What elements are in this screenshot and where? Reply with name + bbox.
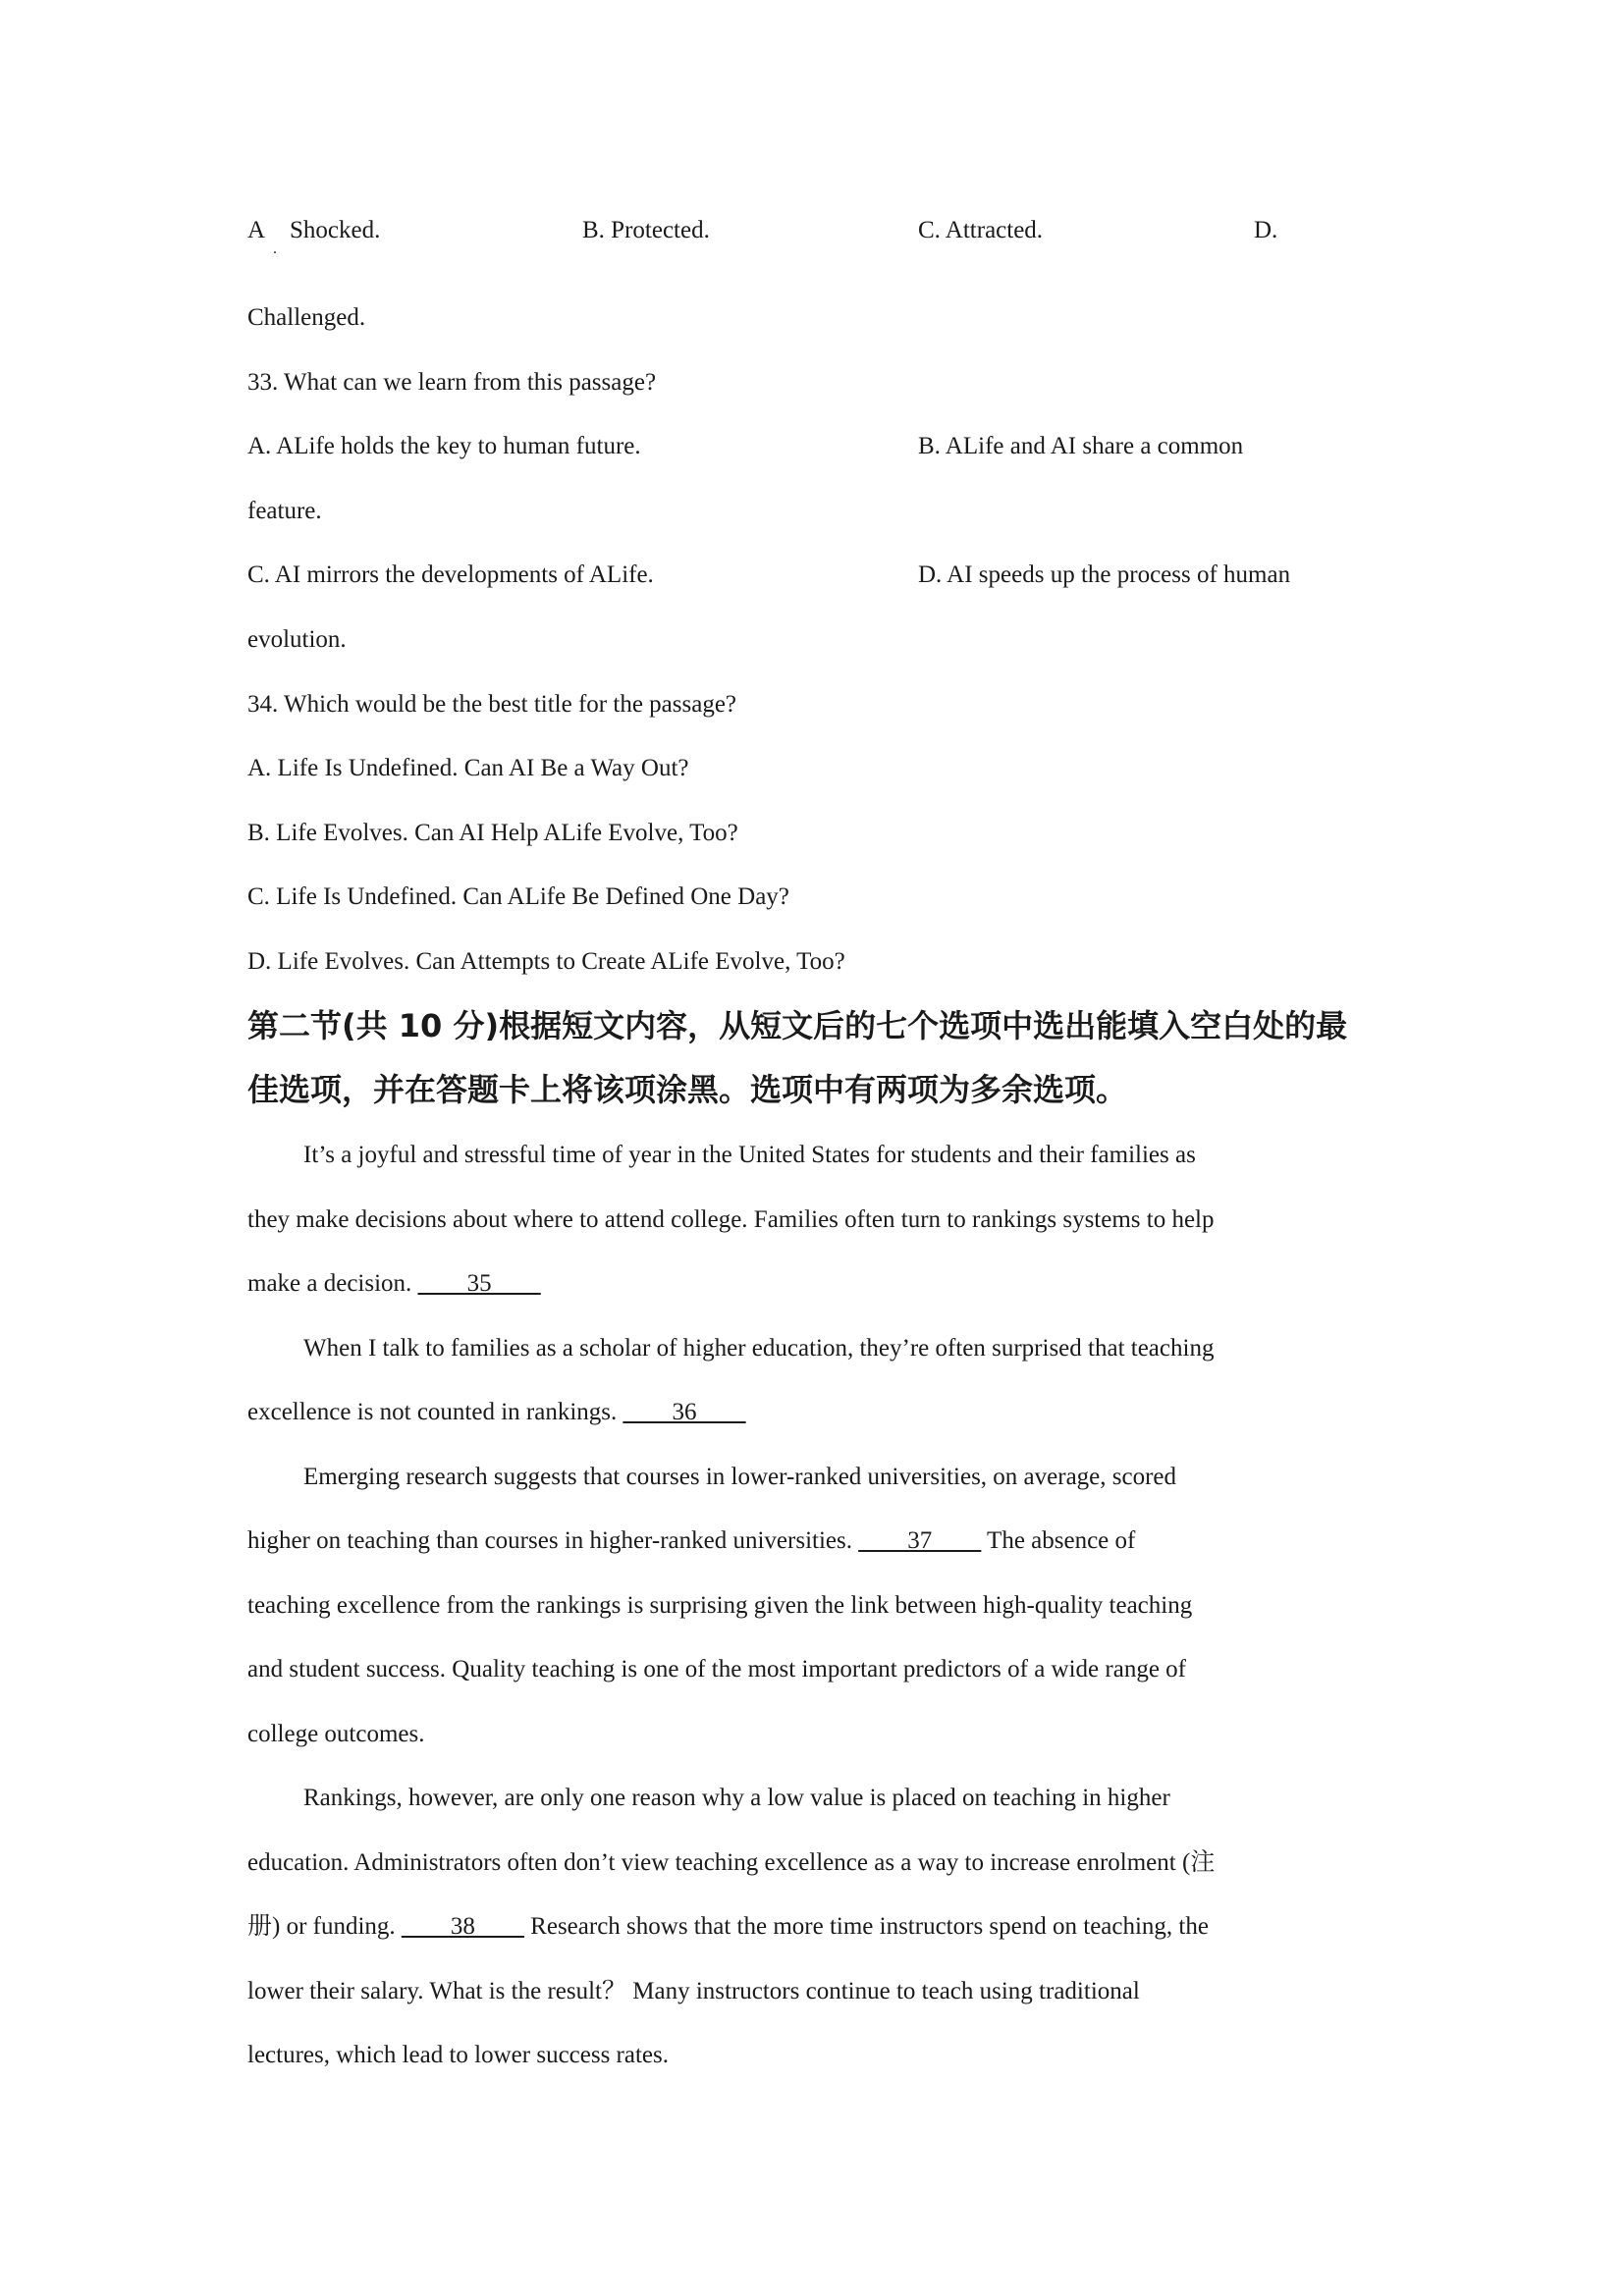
passage-p1-line3 <box>247 1267 541 1301</box>
q32-option-b: B. Protected. <box>582 217 710 243</box>
q32-option-c: C. Attracted. <box>918 217 1044 243</box>
passage-p2-line1: When I talk to families as a scholar of higher education, they’re often surprised that teaching <box>303 1335 1215 1362</box>
q33-option-b-continued: feature. <box>247 498 322 524</box>
passage-p3-line3: teaching excellence from the rankings is surprising given the link between high-quality teaching <box>247 1592 1193 1619</box>
q34-option-a: A. Life Is Undefined. Can AI Be a Way Out? <box>247 755 689 781</box>
blank-35: ____35____ <box>417 1270 541 1297</box>
passage-p1-line2: they make decisions about where to attend college. Families often turn to rankings systems to help <box>247 1206 1215 1233</box>
passage-p1-line3-text: make a decision. <box>247 1270 412 1297</box>
blank-38: ____38____ <box>401 1913 524 1940</box>
passage-p2-line2 <box>247 1396 746 1429</box>
q33-option-d-continued: evolution. <box>247 626 347 653</box>
q34-stem: 34. Which would be the best title for the passage? <box>247 691 737 718</box>
blank-36: ____36____ <box>623 1399 746 1425</box>
q33-option-c: C. AI mirrors the developments of ALife. <box>247 561 654 588</box>
passage-p3-line1: Emerging research suggests that courses in lower-ranked universities, on average, scored <box>303 1464 1177 1490</box>
passage-p3-line2 <box>247 1524 1135 1558</box>
blank-37: ____37____ <box>858 1527 982 1554</box>
passage-p4-line1: Rankings, however, are only one reason why a low value is placed on teaching in higher <box>303 1785 1170 1811</box>
passage-p3-line4: and student success. Quality teaching is one of the most important predictors of a wide range of <box>247 1656 1186 1682</box>
q34-option-d: D. Life Evolves. Can Attempts to Create ALife Evolve, Too? <box>247 948 845 975</box>
section2-heading-line1: 第二节(共 10 分)根据短文内容，从短文后的七个选项中选出能填入空白处的最 <box>247 1007 1348 1044</box>
q33-option-d: D. AI speeds up the process of human <box>918 561 1291 588</box>
q32-option-d-continued: Challenged. <box>247 304 366 331</box>
q34-option-b: B. Life Evolves. Can AI Help ALife Evolve, Too? <box>247 820 738 846</box>
passage-p4-line3-text-b: Research shows that the more time instructors spend on teaching, the <box>530 1913 1209 1940</box>
passage-p3-line5: college outcomes. <box>247 1721 425 1747</box>
passage-p4-line5: lectures, which lead to lower success rates. <box>247 2042 670 2068</box>
passage-p3-line2-text-b: The absence of <box>987 1527 1136 1554</box>
passage-p4-line4: lower their salary. What is the result？ Many instructors continue to teach using traditional <box>247 1978 1140 2004</box>
passage-p1-line1: It’s a joyful and stressful time of year in the United States for students and their families as <box>303 1142 1196 1168</box>
q32-option-a-letter: A <box>247 217 266 243</box>
q34-option-c: C. Life Is Undefined. Can ALife Be Defined One Day? <box>247 883 789 910</box>
q33-stem: 33. What can we learn from this passage? <box>247 369 657 396</box>
passage-p4-line3-text-a: 册) or funding. <box>247 1913 396 1940</box>
q32-option-a: Shocked. <box>290 217 381 243</box>
passage-p2-line2-text: excellence is not counted in rankings. <box>247 1399 618 1425</box>
passage-p4-line3 <box>247 1910 1209 1944</box>
section2-heading-line2: 佳选项，并在答题卡上将该项涂黑。选项中有两项为多余选项。 <box>247 1071 1128 1108</box>
passage-p4-line2: education. Administrators often don’t view teaching excellence as a way to increase enrolment (注 <box>247 1849 1216 1876</box>
passage-p3-line2-text-a: higher on teaching than courses in higher-ranked universities. <box>247 1527 852 1554</box>
q33-option-b: B. ALife and AI share a common <box>918 433 1244 459</box>
option-a-dot-mark: . <box>273 240 277 257</box>
q33-option-a: A. ALife holds the key to human future. <box>247 433 641 459</box>
q32-option-d: D. <box>1254 217 1278 243</box>
